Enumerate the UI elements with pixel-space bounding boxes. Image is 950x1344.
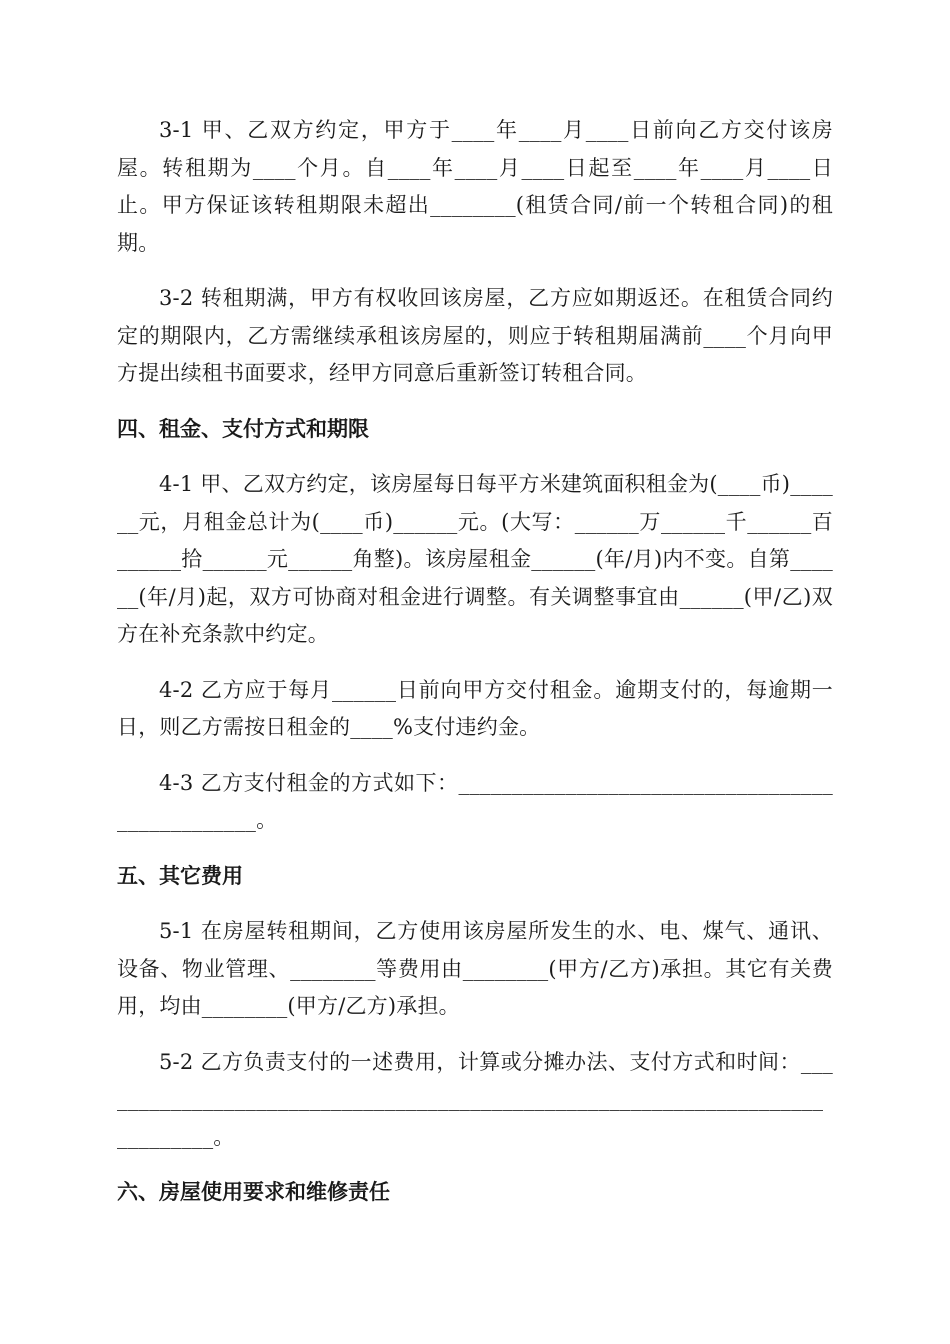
clause-5-1: 5-1 在房屋转租期间，乙方使用该房屋所发生的水、电、煤气、通讯、设备、物业管理、________等费用由________(甲方/乙方)承担。其它有关费用，均由________(甲方/乙方)承担。 — [117, 919, 833, 1018]
clause-4-1: 4-1 甲、乙双方约定，该房屋每日每平方米建筑面积租金为(____币)______元，月租金总计为(____币)______元。(大写：______万______千______百______拾______元______角整)。该房屋租金______(年/月)内不变。自第______(年/月)起，双方可协商对租金进行调整。有关调整事宜由______(甲/乙)双方在补充条款中约定。 — [117, 472, 833, 646]
clause-4-3: 4-3 乙方支付租金的方式如下：________________________________________________。 — [117, 770, 833, 832]
section-5-heading: 五、其它费用 — [117, 863, 243, 888]
document-page — [117, 112, 833, 1230]
section-6-heading: 六、房屋使用要求和维修责任 — [117, 1180, 390, 1204]
clause-5-2: 5-2 乙方负责支付的一述费用，计算或分摊办法、支付方式和时间：______________________________________________________________________________。 — [117, 1049, 833, 1149]
clause-3-1: 3-1 甲、乙双方约定，甲方于____年____月____日前向乙方交付该房屋。转租期为____个月。自____年____月____日起至____年____月____日止。甲方保证该转租期限未超出________(租赁合同/前一个转租合同)的租期。 — [117, 118, 833, 255]
section-4-heading: 四、租金、支付方式和期限 — [117, 416, 369, 441]
clause-4-2: 4-2 乙方应于每月______日前向甲方交付租金。逾期支付的，每逾期一日，则乙方需按日租金的____%支付违约金。 — [117, 677, 833, 739]
clause-3-2: 3-2 转租期满，甲方有权收回该房屋，乙方应如期返还。在租赁合同约定的期限内，乙方需继续承租该房屋的，则应于转租期届满前____个月向甲方提出续租书面要求，经甲方同意后重新签订转租合同。 — [117, 286, 833, 385]
